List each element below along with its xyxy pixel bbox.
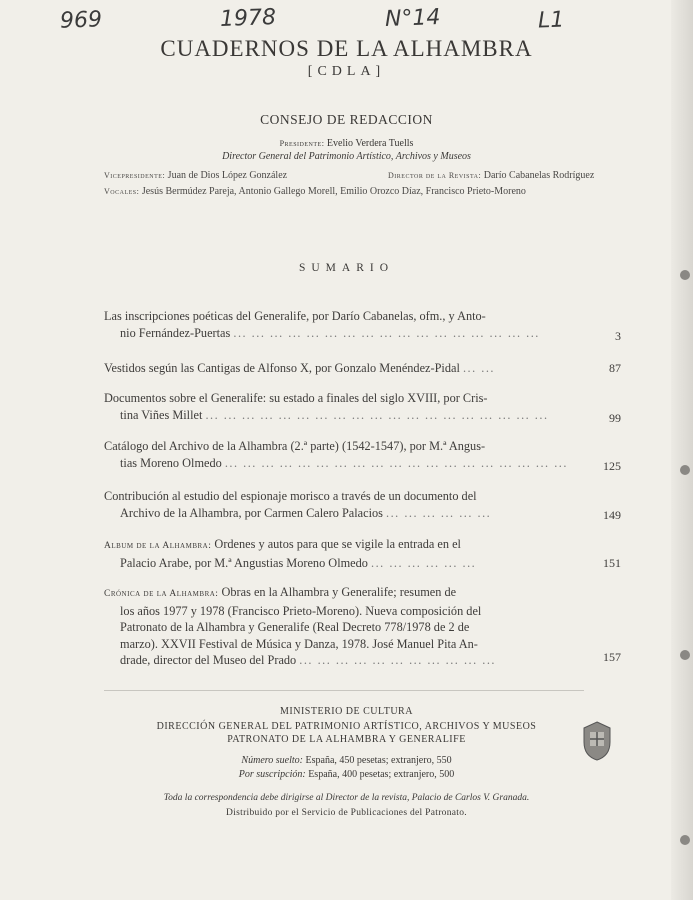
toc-page: 151: [603, 556, 621, 570]
handwritten-year: 1978: [219, 5, 277, 32]
director-name: Darío Cabanelas Rodríguez: [483, 170, 595, 181]
presidente-role: Director General del Patrimonio Artístico, Archivos y Museos: [222, 151, 471, 162]
handwritten-number: 969: [59, 7, 103, 34]
consejo-heading: CONSEJO DE REDACCION: [260, 112, 433, 127]
toc-line: los años 1977 y 1978 (Francisco Prieto-Moreno). Nueva composición del: [120, 603, 482, 618]
toc-page: 149: [603, 508, 621, 522]
toc-line: Obras en la Alhambra y Generalife; resumen de: [218, 585, 457, 599]
correspondence-note: Toda la correspondencia debe dirigirse al Director de la revista, Palacio de Carlos V. Granada.: [163, 793, 530, 803]
vice-name: Juan de Dios López González: [167, 170, 288, 181]
journal-title: CUADERNOS DE LA ALHAMBRA: [160, 36, 533, 61]
price-single-label: Número suelto:: [241, 755, 303, 766]
price-sub-label: Por suscripción:: [238, 769, 306, 780]
toc-page: 125: [603, 459, 621, 473]
toc-line: marzo). XXVII Festival de Música y Danza, 1978. José Manuel Pita An-: [120, 636, 478, 651]
distribution-note: Distribuido por el Servicio de Publicaciones del Patronato.: [226, 808, 467, 818]
toc-entry: Las inscripciones poéticas del Generalife, por Darío Cabanelas, ofm., y Anto- nio Fernández-Puertas ... ... ... ... ... ... ... ... ... ... ... ... ... ... ... ... ...: [104, 308, 584, 341]
price-sub: España, 400 pesetas; extranjero, 500: [308, 769, 455, 780]
toc-line: Contribución al estudio del espionaje morisco a través de un documento del: [104, 489, 477, 503]
divider: [104, 690, 584, 691]
direccion: DIRECCIÓN GENERAL DEL PATRIMONIO ARTÍSTICO, ARCHIVOS Y MUSEOS: [156, 721, 537, 732]
sumario-heading: SUMARIO: [298, 262, 395, 274]
toc-entry: Vestidos según las Cantigas de Alfonso X, por Gonzalo Menéndez-Pidal ... ...: [104, 361, 495, 375]
binding-hole: [680, 835, 690, 845]
patronato: PATRONATO DE LA ALHAMBRA Y GENERALIFE: [227, 734, 466, 745]
toc-line: Ordenes y autos para que se vigile la entrada en el: [211, 537, 461, 551]
toc-line: tias Moreno Olmedo: [120, 455, 222, 470]
toc-line: Patronato de la Alhambra y Generalife (Real Decreto 778/1978 de 2 de: [120, 620, 470, 634]
handwritten-mark: L1: [537, 7, 565, 34]
ministry: MINISTERIO DE CULTURA: [280, 706, 413, 717]
toc-entry: Album de la Alhambra: Ordenes y autos para que se vigile la entrada en el Palacio Arabe, por M.ª Angustias Moreno Olmedo ... ... ... ... ... ...: [104, 537, 477, 570]
vocales-label: Vocales:: [104, 187, 140, 196]
toc-entry: Catálogo del Archivo de la Alhambra (2.ª parte) (1542-1547), por M.ª Angus- tias Moreno Olmedo ... ... ... ... ... ... ... ... ... ... ... ... ... ... ... ... ... ... ...: [104, 438, 584, 471]
toc-line: Documentos sobre el Generalife: su estado a finales del siglo XVIII, por Cris-: [104, 391, 488, 405]
toc-line: drade, director del Museo del Prado: [120, 653, 297, 667]
journal-abbr: [CDLA]: [307, 64, 386, 79]
presidente-label: Presidente:: [279, 139, 325, 148]
vocales-names: Jesús Bermúdez Pareja, Antonio Gallego Morell, Emilio Orozco Díaz, Francisco Prieto-Moreno: [141, 186, 526, 197]
toc-entry: Contribución al estudio del espionaje morisco a través de un documento del Archivo de la Alhambra, por Carmen Calero Palacios ... ... ... ... ... ...: [104, 488, 584, 521]
toc-page: 3: [615, 329, 621, 343]
toc-line: Las inscripciones poéticas del Generalife, por Darío Cabanelas, ofm., y Anto-: [104, 309, 486, 323]
toc-line: nio Fernández-Puertas: [120, 325, 231, 340]
toc-line: Palacio Arabe, por M.ª Angustias Moreno Olmedo: [120, 555, 368, 570]
binding-hole: [680, 650, 690, 660]
toc-page: 157: [603, 650, 621, 664]
handwritten-issue: N°14: [384, 5, 441, 32]
toc-line: tina Viñes Millet: [120, 407, 203, 422]
toc-line: Vestidos según las Cantigas de Alfonso X, por Gonzalo Menéndez-Pidal: [104, 361, 460, 375]
binding-hole: [680, 465, 690, 475]
section-label: Album de la Alhambra:: [104, 541, 212, 551]
toc-page: 87: [609, 361, 621, 375]
director-label: Director de la Revista:: [388, 171, 482, 180]
toc-page: 99: [609, 411, 621, 425]
toc-line: Archivo de la Alhambra, por Carmen Calero Palacios: [120, 505, 383, 520]
presidente-name: Evelio Verdera Tuells: [326, 138, 414, 149]
toc-entry: Crónica de la Alhambra: Obras en la Alhambra y Generalife; resumen de los años 1977 y 1978 (Francisco Prieto-Moreno). Nueva composición del Patronato de la Alhambra y Generalife (Real Decreto 778/1978 de 2 de marzo). XXVII Festival de Música y Danza, 1978. José Manuel Pita An- drade, director del Museo del Prado ... ... ... ... ... ... ... ... ... ... ...: [104, 584, 584, 669]
toc-entry: Documentos sobre el Generalife: su estado a finales del siglo XVIII, por Cris- tina Viñes Millet ... ... ... ... ... ... ... ... ... ... ... ... ... ... ... ... ... ... ...: [104, 390, 584, 423]
toc-line: Catálogo del Archivo de la Alhambra (2.ª parte) (1542-1547), por M.ª Angus-: [104, 439, 486, 453]
vice-label: Vicepresidente:: [104, 171, 166, 180]
section-label: Crónica de la Alhambra:: [104, 589, 219, 599]
price-single: España, 450 pesetas; extranjero, 550: [305, 755, 452, 766]
